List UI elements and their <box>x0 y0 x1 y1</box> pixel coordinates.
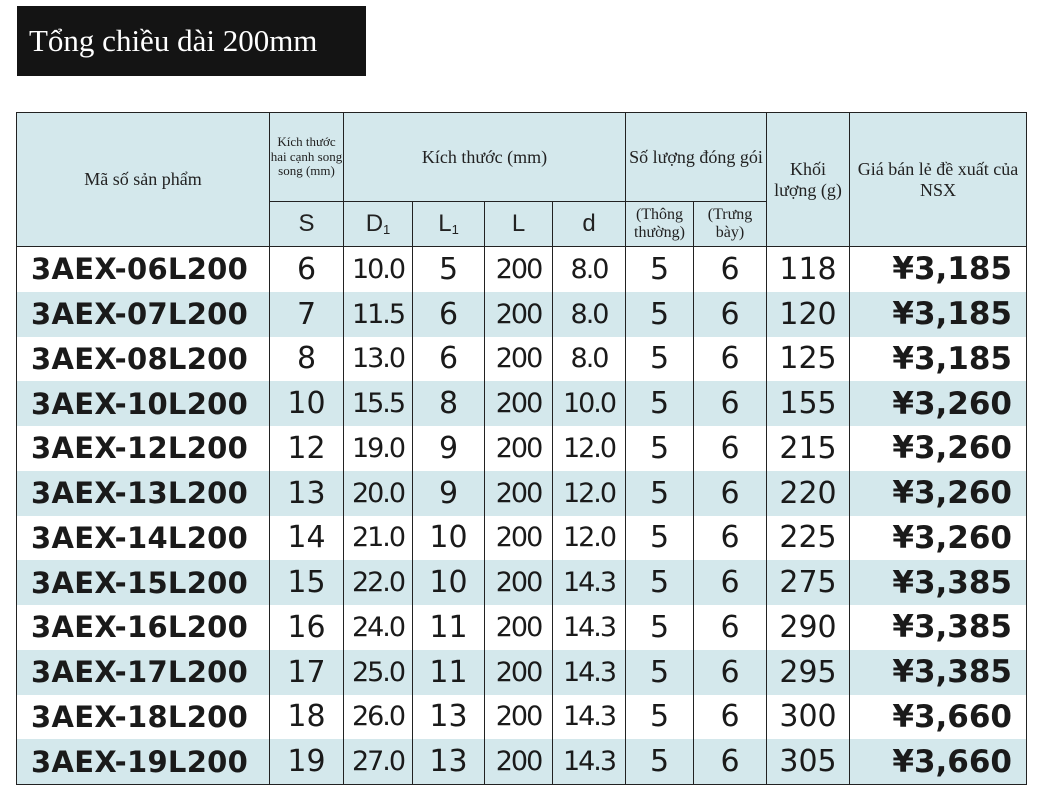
header-row <box>17 113 1027 202</box>
cell-d1: 25.0 <box>344 650 413 695</box>
cell-d: 12.0 <box>553 471 626 516</box>
header-d1-sub: 1 <box>383 222 391 238</box>
header-weight: Khối lượng (g) <box>767 113 850 247</box>
cell-d: 14.3 <box>553 560 626 605</box>
cell-weight: 215 <box>767 426 850 471</box>
cell-code: 3AEX-15L200 <box>17 560 270 605</box>
cell-l: 200 <box>485 650 553 695</box>
header-normal: (Thông thường) <box>626 202 694 247</box>
header-packing: Số lượng đóng gói <box>626 113 767 202</box>
cell-normal: 5 <box>626 292 694 337</box>
header-l1-sub: 1 <box>451 222 459 238</box>
header-dimensions: Kích thước (mm) <box>344 113 626 202</box>
table-row <box>17 695 1027 740</box>
header-d: d <box>553 202 626 247</box>
cell-price: ¥3,385 <box>850 650 1027 695</box>
cell-l: 200 <box>485 605 553 650</box>
cell-weight: 155 <box>767 381 850 426</box>
cell-l: 200 <box>485 516 553 561</box>
cell-d1: 26.0 <box>344 695 413 740</box>
cell-normal: 5 <box>626 516 694 561</box>
cell-l1: 11 <box>413 650 485 695</box>
cell-display: 6 <box>694 605 767 650</box>
cell-s: 17 <box>270 650 344 695</box>
cell-normal: 5 <box>626 381 694 426</box>
cell-display: 6 <box>694 337 767 382</box>
cell-normal: 5 <box>626 337 694 382</box>
table-row <box>17 426 1027 471</box>
cell-l: 200 <box>485 292 553 337</box>
table-row <box>17 739 1027 784</box>
cell-d1: 19.0 <box>344 426 413 471</box>
cell-price: ¥3,185 <box>850 337 1027 382</box>
cell-display: 6 <box>694 695 767 740</box>
header-price: Giá bán lẻ đề xuất của NSX <box>850 113 1027 247</box>
cell-price: ¥3,185 <box>850 247 1027 292</box>
cell-d: 14.3 <box>553 605 626 650</box>
cell-code: 3AEX-19L200 <box>17 739 270 784</box>
cell-l1: 9 <box>413 471 485 516</box>
cell-l: 200 <box>485 739 553 784</box>
cell-price: ¥3,385 <box>850 605 1027 650</box>
header-parallel-width: Kích thước hai cạnh song song (mm) <box>270 113 344 202</box>
cell-l1: 5 <box>413 247 485 292</box>
table-row <box>17 560 1027 605</box>
cell-code: 3AEX-10L200 <box>17 381 270 426</box>
header-l1-main: L <box>438 210 452 238</box>
cell-l: 200 <box>485 471 553 516</box>
cell-l: 200 <box>485 426 553 471</box>
cell-l: 200 <box>485 695 553 740</box>
table-row <box>17 516 1027 561</box>
cell-weight: 220 <box>767 471 850 516</box>
cell-display: 6 <box>694 292 767 337</box>
cell-d1: 21.0 <box>344 516 413 561</box>
table-row <box>17 247 1027 292</box>
cell-normal: 5 <box>626 695 694 740</box>
cell-l1: 10 <box>413 560 485 605</box>
cell-display: 6 <box>694 426 767 471</box>
cell-code: 3AEX-08L200 <box>17 337 270 382</box>
page-title: Tổng chiều dài 200mm <box>17 6 366 76</box>
cell-code: 3AEX-14L200 <box>17 516 270 561</box>
cell-d: 10.0 <box>553 381 626 426</box>
cell-weight: 225 <box>767 516 850 561</box>
cell-d1: 15.5 <box>344 381 413 426</box>
cell-d1: 11.5 <box>344 292 413 337</box>
cell-normal: 5 <box>626 560 694 605</box>
cell-d1: 13.0 <box>344 337 413 382</box>
cell-l1: 6 <box>413 292 485 337</box>
cell-l1: 6 <box>413 337 485 382</box>
table-row <box>17 292 1027 337</box>
cell-display: 6 <box>694 471 767 516</box>
cell-l1: 13 <box>413 739 485 784</box>
cell-normal: 5 <box>626 739 694 784</box>
header-l: L <box>485 202 553 247</box>
cell-s: 19 <box>270 739 344 784</box>
cell-l1: 13 <box>413 695 485 740</box>
cell-price: ¥3,385 <box>850 560 1027 605</box>
cell-display: 6 <box>694 739 767 784</box>
cell-s: 14 <box>270 516 344 561</box>
cell-l1: 9 <box>413 426 485 471</box>
cell-d: 12.0 <box>553 426 626 471</box>
cell-code: 3AEX-13L200 <box>17 471 270 516</box>
cell-code: 3AEX-16L200 <box>17 605 270 650</box>
cell-s: 6 <box>270 247 344 292</box>
header-s: S <box>270 202 344 247</box>
cell-d: 8.0 <box>553 337 626 382</box>
cell-d: 8.0 <box>553 292 626 337</box>
cell-normal: 5 <box>626 605 694 650</box>
header-display: (Trưng bày) <box>694 202 767 247</box>
cell-weight: 118 <box>767 247 850 292</box>
cell-d: 14.3 <box>553 739 626 784</box>
cell-d1: 22.0 <box>344 560 413 605</box>
cell-d: 14.3 <box>553 650 626 695</box>
table-body <box>17 247 1027 785</box>
cell-d1: 27.0 <box>344 739 413 784</box>
cell-code: 3AEX-12L200 <box>17 426 270 471</box>
cell-code: 3AEX-18L200 <box>17 695 270 740</box>
cell-s: 16 <box>270 605 344 650</box>
cell-s: 7 <box>270 292 344 337</box>
cell-l1: 11 <box>413 605 485 650</box>
cell-d1: 24.0 <box>344 605 413 650</box>
header-d1 <box>344 202 413 247</box>
cell-code: 3AEX-07L200 <box>17 292 270 337</box>
table-row <box>17 605 1027 650</box>
cell-price: ¥3,185 <box>850 292 1027 337</box>
cell-l: 200 <box>485 247 553 292</box>
header-l1 <box>413 202 485 247</box>
cell-d: 8.0 <box>553 247 626 292</box>
cell-s: 10 <box>270 381 344 426</box>
cell-weight: 300 <box>767 695 850 740</box>
table-row <box>17 471 1027 516</box>
cell-s: 12 <box>270 426 344 471</box>
cell-normal: 5 <box>626 426 694 471</box>
cell-price: ¥3,660 <box>850 739 1027 784</box>
cell-weight: 125 <box>767 337 850 382</box>
table-row <box>17 337 1027 382</box>
cell-price: ¥3,660 <box>850 695 1027 740</box>
spec-table <box>16 112 1027 785</box>
cell-code: 3AEX-17L200 <box>17 650 270 695</box>
cell-s: 15 <box>270 560 344 605</box>
cell-l: 200 <box>485 337 553 382</box>
cell-price: ¥3,260 <box>850 471 1027 516</box>
cell-l1: 10 <box>413 516 485 561</box>
cell-s: 18 <box>270 695 344 740</box>
cell-l1: 8 <box>413 381 485 426</box>
cell-normal: 5 <box>626 650 694 695</box>
cell-display: 6 <box>694 381 767 426</box>
cell-weight: 295 <box>767 650 850 695</box>
cell-s: 8 <box>270 337 344 382</box>
cell-weight: 275 <box>767 560 850 605</box>
cell-l: 200 <box>485 560 553 605</box>
cell-weight: 305 <box>767 739 850 784</box>
cell-weight: 120 <box>767 292 850 337</box>
cell-price: ¥3,260 <box>850 381 1027 426</box>
table-row <box>17 381 1027 426</box>
cell-weight: 290 <box>767 605 850 650</box>
cell-d1: 10.0 <box>344 247 413 292</box>
cell-code: 3AEX-06L200 <box>17 247 270 292</box>
cell-d1: 20.0 <box>344 471 413 516</box>
cell-display: 6 <box>694 560 767 605</box>
cell-price: ¥3,260 <box>850 516 1027 561</box>
cell-d: 14.3 <box>553 695 626 740</box>
cell-normal: 5 <box>626 471 694 516</box>
cell-display: 6 <box>694 516 767 561</box>
header-d1-main: D <box>365 210 384 238</box>
cell-price: ¥3,260 <box>850 426 1027 471</box>
cell-l: 200 <box>485 381 553 426</box>
cell-display: 6 <box>694 650 767 695</box>
cell-display: 6 <box>694 247 767 292</box>
header-code: Mã số sản phẩm <box>17 113 270 247</box>
cell-normal: 5 <box>626 247 694 292</box>
cell-s: 13 <box>270 471 344 516</box>
table-row <box>17 650 1027 695</box>
cell-d: 12.0 <box>553 516 626 561</box>
